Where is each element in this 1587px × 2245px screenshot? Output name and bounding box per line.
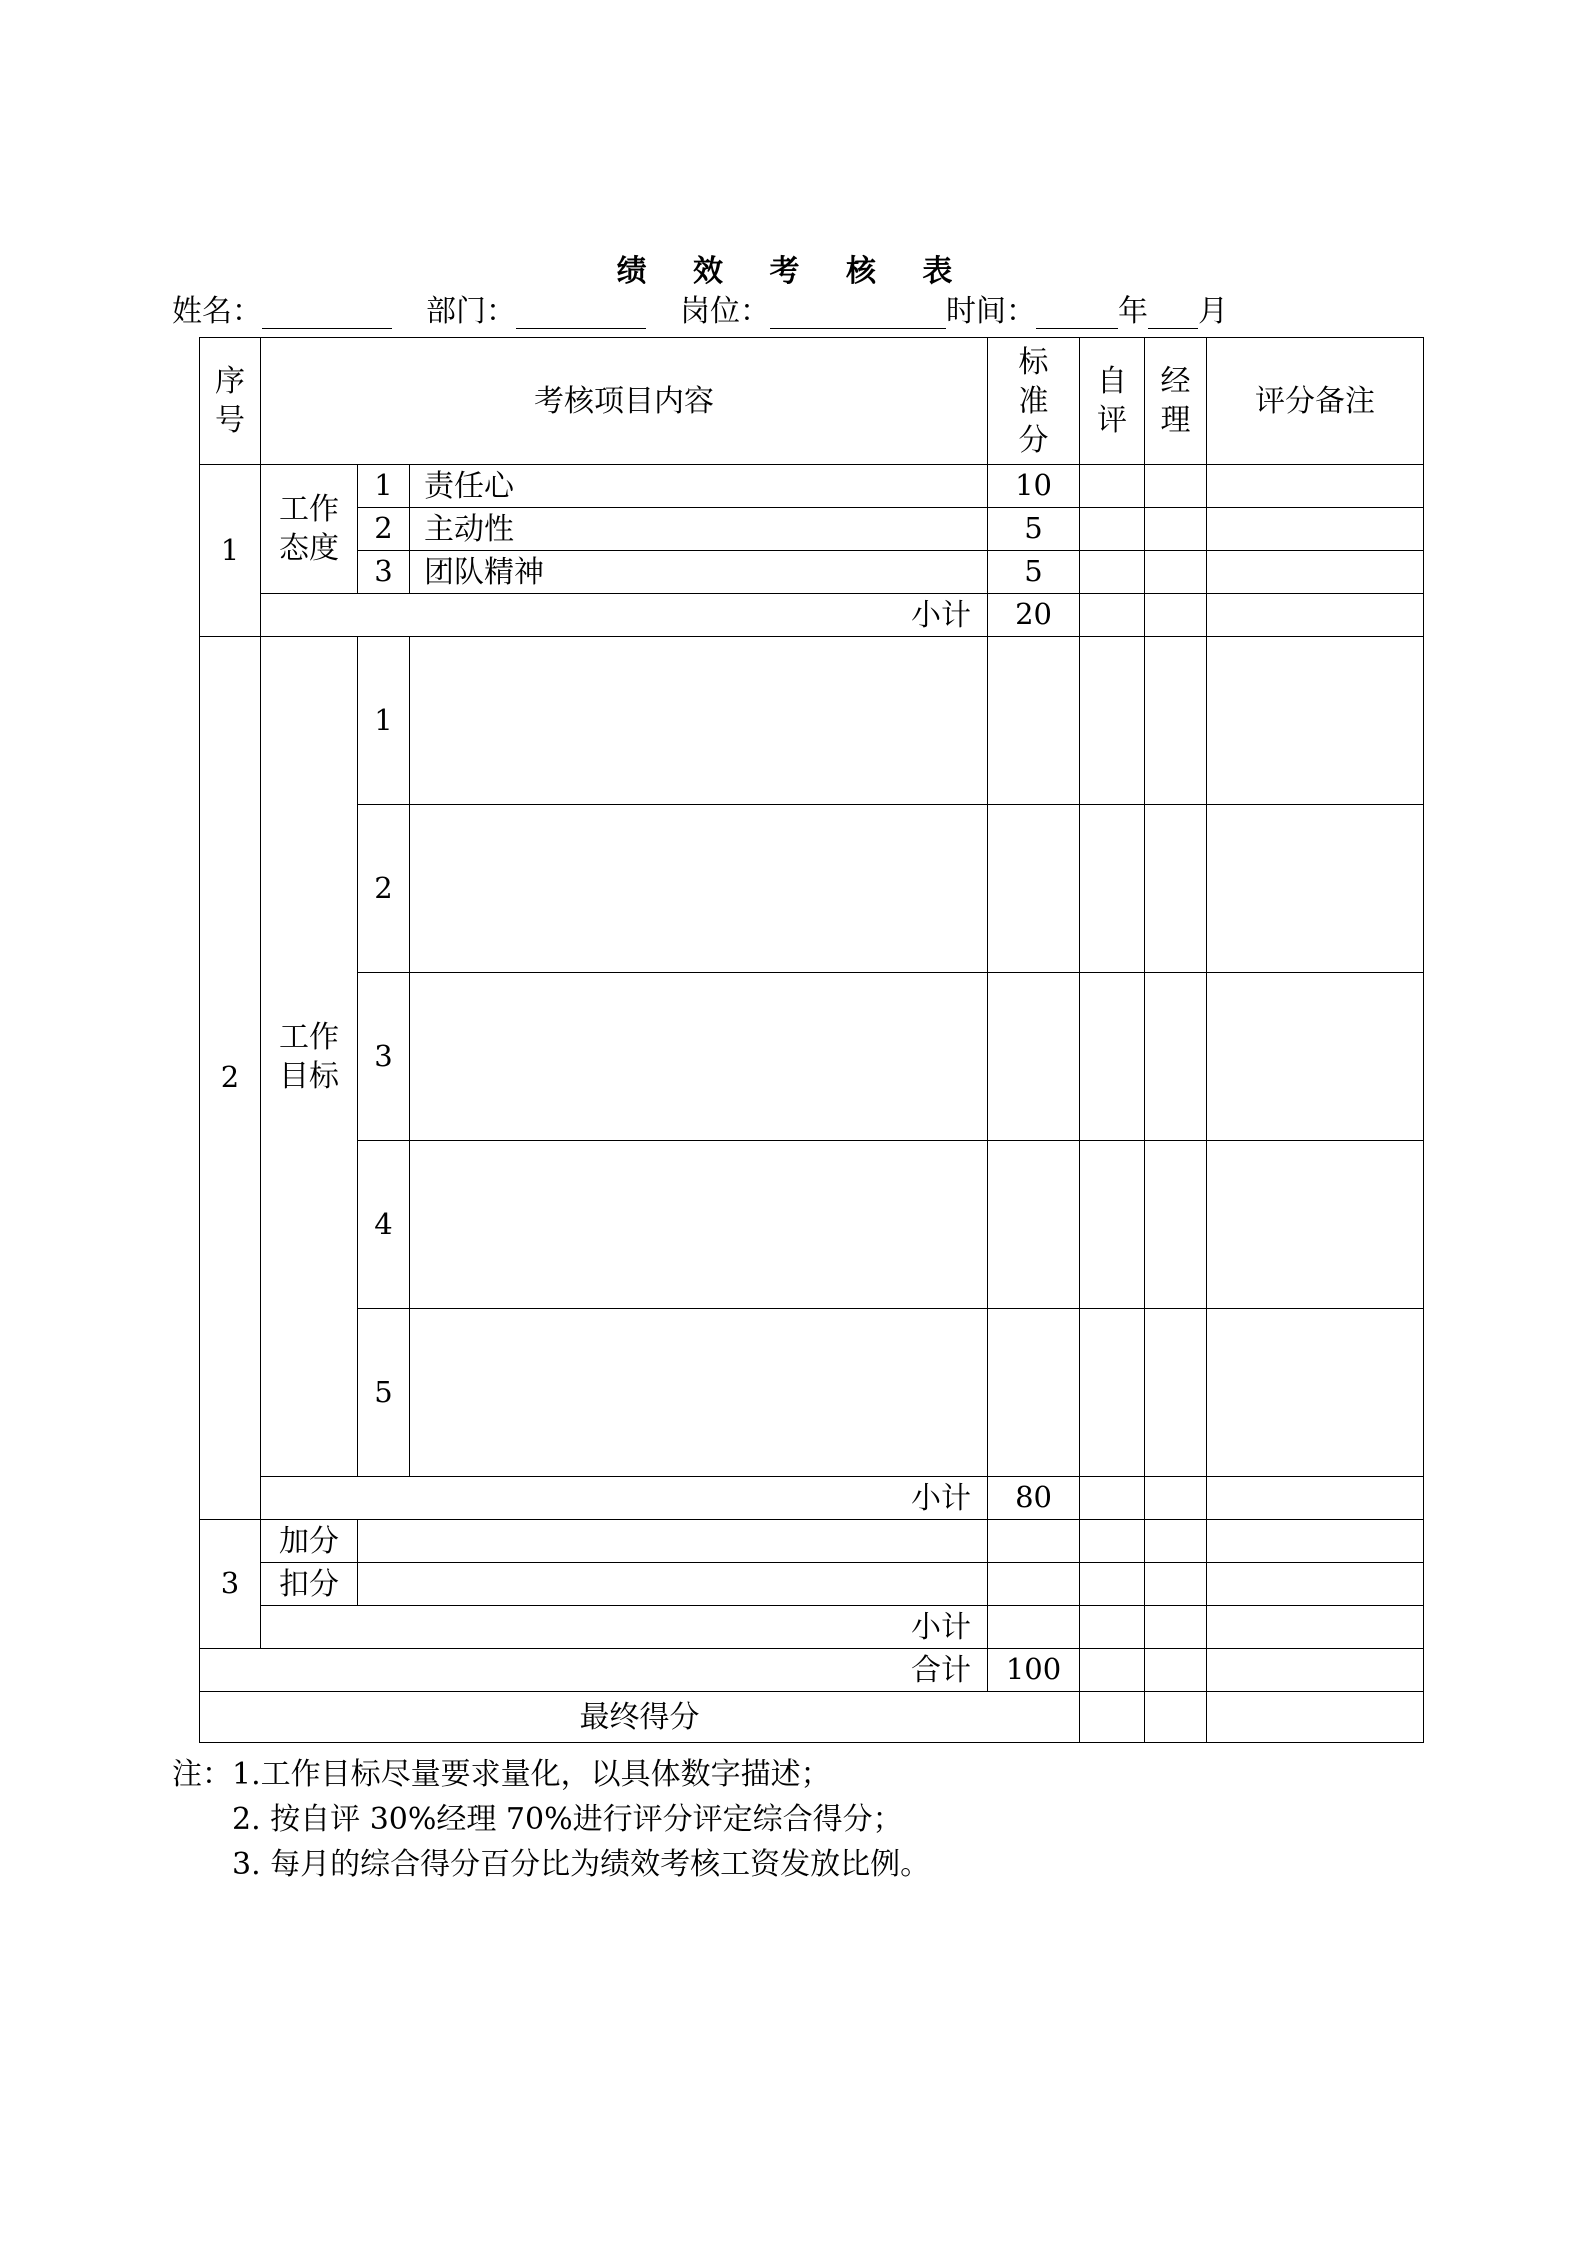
standard-score: 5 <box>988 551 1080 594</box>
self-score-cell[interactable] <box>1080 508 1145 551</box>
department-label: 部门： <box>426 294 516 329</box>
self-score-cell[interactable] <box>1080 594 1145 637</box>
remarks-cell[interactable] <box>1207 1477 1424 1520</box>
content-header: 考核项目内容 <box>261 338 988 465</box>
standard-score-cell[interactable] <box>988 1309 1080 1477</box>
manager-score-cell[interactable] <box>1145 1477 1207 1520</box>
remarks-cell[interactable] <box>1207 805 1424 973</box>
manager-score-cell[interactable] <box>1145 1606 1207 1649</box>
table-row <box>200 508 1424 551</box>
category-cell: 工作目标 <box>261 637 358 1477</box>
subtotal-row <box>200 1477 1424 1520</box>
manager-score-cell[interactable] <box>1145 805 1207 973</box>
section-seq: 2 <box>200 637 261 1520</box>
subtotal-label: 小计 <box>261 1477 988 1520</box>
table-row <box>200 551 1424 594</box>
goal-content-cell[interactable] <box>410 805 988 973</box>
self-score-cell[interactable] <box>1080 465 1145 508</box>
final-score-row <box>200 1692 1424 1743</box>
year-label: 年 <box>1118 294 1148 329</box>
note-line: 3. 每月的综合得分百分比为绩效考核工资发放比例。 <box>232 1847 931 1882</box>
item-name: 责任心 <box>410 465 988 508</box>
position-field[interactable] <box>770 298 946 329</box>
info-line <box>172 295 1228 329</box>
table-row <box>200 1520 1424 1563</box>
form-title: 绩 效 考 核 表 <box>616 254 971 289</box>
item-no: 1 <box>358 465 410 508</box>
deduction-content-cell[interactable] <box>358 1563 988 1606</box>
self-score-cell[interactable] <box>1080 1309 1145 1477</box>
manager-score-cell[interactable] <box>1145 1141 1207 1309</box>
subtotal-label: 小计 <box>261 594 988 637</box>
bonus-content-cell[interactable] <box>358 1520 988 1563</box>
standard-score: 5 <box>988 508 1080 551</box>
category-cell: 工作态度 <box>261 465 358 594</box>
notes <box>172 1752 930 1887</box>
manager-eval-header: 经理 <box>1145 338 1207 465</box>
month-field[interactable] <box>1148 298 1198 329</box>
evaluation-table <box>199 337 1424 1743</box>
table-row <box>200 1141 1424 1309</box>
remarks-cell[interactable] <box>1207 973 1424 1141</box>
standard-score-cell[interactable] <box>988 1563 1080 1606</box>
item-no: 3 <box>358 551 410 594</box>
self-score-cell[interactable] <box>1080 805 1145 973</box>
standard-score: 10 <box>988 465 1080 508</box>
remarks-cell[interactable] <box>1207 1141 1424 1309</box>
goal-content-cell[interactable] <box>410 1141 988 1309</box>
manager-score-cell[interactable] <box>1145 508 1207 551</box>
self-eval-header: 自评 <box>1080 338 1145 465</box>
subtotal-row <box>200 1606 1424 1649</box>
remarks-cell[interactable] <box>1207 1309 1424 1477</box>
section-seq: 1 <box>200 465 261 637</box>
total-label: 合计 <box>200 1649 988 1692</box>
standard-score-cell[interactable] <box>988 1141 1080 1309</box>
note-line: 注：1.工作目标尽量要求量化，以具体数字描述； <box>172 1757 831 1792</box>
self-score-cell[interactable] <box>1080 1520 1145 1563</box>
goal-content-cell[interactable] <box>410 1309 988 1477</box>
self-score-cell[interactable] <box>1080 1563 1145 1606</box>
item-no: 4 <box>358 1141 410 1309</box>
item-name: 团队精神 <box>410 551 988 594</box>
self-score-cell[interactable] <box>1080 1649 1145 1692</box>
self-score-cell[interactable] <box>1080 1477 1145 1520</box>
item-no: 2 <box>358 805 410 973</box>
table-row <box>200 973 1424 1141</box>
item-name: 主动性 <box>410 508 988 551</box>
manager-score-cell[interactable] <box>1145 1309 1207 1477</box>
remarks-cell[interactable] <box>1207 1606 1424 1649</box>
remarks-cell[interactable] <box>1207 1520 1424 1563</box>
goal-content-cell[interactable] <box>410 637 988 805</box>
manager-score-cell[interactable] <box>1145 594 1207 637</box>
time-label: 时间： <box>946 294 1036 329</box>
standard-score-header: 标准分 <box>988 338 1080 465</box>
remarks-cell[interactable] <box>1207 594 1424 637</box>
table-row <box>200 637 1424 805</box>
item-no: 3 <box>358 973 410 1141</box>
final-score-label: 最终得分 <box>200 1692 1080 1743</box>
manager-score-cell[interactable] <box>1145 551 1207 594</box>
standard-score-cell[interactable] <box>988 973 1080 1141</box>
section-seq: 3 <box>200 1520 261 1649</box>
self-score-cell[interactable] <box>1080 1692 1145 1743</box>
total-value: 100 <box>988 1649 1080 1692</box>
remarks-cell[interactable] <box>1207 551 1424 594</box>
remarks-cell[interactable] <box>1207 1692 1424 1743</box>
manager-score-cell[interactable] <box>1145 1520 1207 1563</box>
standard-score-cell[interactable] <box>988 1520 1080 1563</box>
manager-score-cell[interactable] <box>1145 1649 1207 1692</box>
self-score-cell[interactable] <box>1080 1606 1145 1649</box>
item-no: 1 <box>358 637 410 805</box>
remarks-header: 评分备注 <box>1207 338 1424 465</box>
seq-header: 序号 <box>200 338 261 465</box>
remarks-cell[interactable] <box>1207 508 1424 551</box>
subtotal-label: 小计 <box>261 1606 988 1649</box>
table-row <box>200 1563 1424 1606</box>
header-row <box>200 338 1424 465</box>
table-row <box>200 1309 1424 1477</box>
name-label: 姓名： <box>172 294 262 329</box>
item-no: 2 <box>358 508 410 551</box>
manager-score-cell[interactable] <box>1145 637 1207 805</box>
year-field[interactable] <box>1036 298 1118 329</box>
self-score-cell[interactable] <box>1080 1141 1145 1309</box>
month-label: 月 <box>1198 294 1228 329</box>
subtotal-row <box>200 594 1424 637</box>
manager-score-cell[interactable] <box>1145 1692 1207 1743</box>
manager-score-cell[interactable] <box>1145 1563 1207 1606</box>
table-row <box>200 465 1424 508</box>
self-score-cell[interactable] <box>1080 551 1145 594</box>
remarks-cell[interactable] <box>1207 637 1424 805</box>
item-no: 5 <box>358 1309 410 1477</box>
remarks-cell[interactable] <box>1207 1649 1424 1692</box>
bonus-label: 加分 <box>261 1520 358 1563</box>
standard-score-cell[interactable] <box>988 637 1080 805</box>
deduction-label: 扣分 <box>261 1563 358 1606</box>
standard-score-cell[interactable] <box>988 805 1080 973</box>
total-row <box>200 1649 1424 1692</box>
self-score-cell[interactable] <box>1080 973 1145 1141</box>
remarks-cell[interactable] <box>1207 465 1424 508</box>
manager-score-cell[interactable] <box>1145 465 1207 508</box>
name-field[interactable] <box>262 298 392 329</box>
position-label: 岗位： <box>680 294 770 329</box>
subtotal-value: 80 <box>988 1477 1080 1520</box>
self-score-cell[interactable] <box>1080 637 1145 805</box>
subtotal-value: 20 <box>988 594 1080 637</box>
remarks-cell[interactable] <box>1207 1563 1424 1606</box>
subtotal-value-cell[interactable] <box>988 1606 1080 1649</box>
table-row <box>200 805 1424 973</box>
manager-score-cell[interactable] <box>1145 973 1207 1141</box>
note-line: 2. 按自评 30%经理 70%进行评分评定综合得分； <box>232 1802 903 1837</box>
goal-content-cell[interactable] <box>410 973 988 1141</box>
department-field[interactable] <box>516 298 646 329</box>
